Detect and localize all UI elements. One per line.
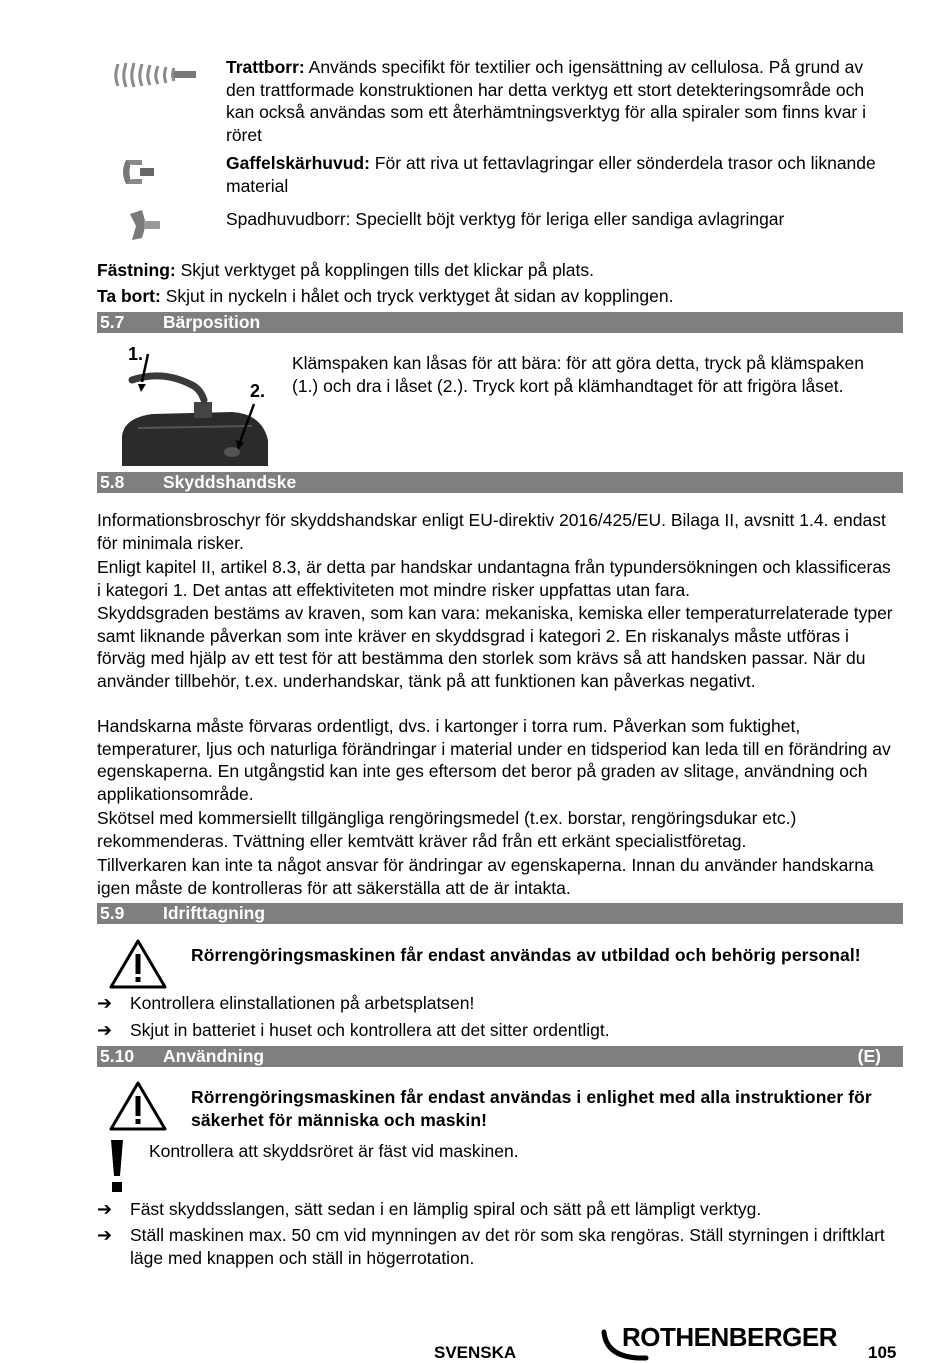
step-text: Kontrollera elinstallationen på arbetsplatsen!: [130, 993, 475, 1013]
exclamation-icon: [108, 1138, 126, 1194]
section-title: Användning: [163, 1046, 265, 1066]
rothenberger-logo: [598, 1322, 850, 1362]
removal-text: Skjut in nyckeln i hålet och tryck verktyget åt sidan av kopplingen.: [160, 286, 674, 306]
tool-funnel-auger: [226, 56, 876, 146]
usage-notice: Kontrollera att skyddsröret är fäst vid maskinen.: [149, 1141, 519, 1161]
step-text: Skjut in batteriet i huset och kontrollera att det sitter ordentligt.: [130, 1020, 610, 1040]
usage-warning: Rörrengöringsmaskinen får endast användas i enlighet med alla instruktioner för säkerhet för människa och maskin!: [191, 1087, 872, 1130]
arrow-right-icon: ➔: [97, 1020, 113, 1040]
glove-paragraph: Tillverkaren kan inte ta något ansvar för ändringar av egenskaperna. Innan du använder handskarna igen måste de kontrolleras för att säkerställa att de är intakta.: [97, 855, 874, 898]
callout-label-1: 1.: [128, 344, 144, 364]
step-text: Fäst skyddsslangen, sätt sedan i en lämplig spiral och sätt på ett lämpligt verktyg.: [130, 1199, 762, 1219]
section-number: 5.9: [100, 903, 125, 923]
section-header-usage: [97, 1046, 903, 1067]
section-header-commissioning: [97, 903, 903, 924]
glove-paragraph: Skötsel med kommersiellt tillgängliga rengöringsmedel (t.ex. borstar, rengöringsdukar etc.) rekommenderas. Tvättning eller kemtvätt kräver råd från ett erkänt specialistföretag.: [97, 808, 797, 851]
removal-instruction: [97, 285, 897, 308]
footer-language: SVENSKA: [434, 1343, 517, 1362]
removal-label: Ta bort:: [97, 286, 161, 306]
callout-label-2: 2.: [250, 381, 266, 401]
tool-fork-cutter: [226, 152, 876, 197]
fastening-text: Skjut verktyget på kopplingen tills det klickar på plats.: [175, 260, 595, 280]
arrow-right-icon: ➔: [97, 1199, 113, 1219]
glove-paragraph: Skyddsgraden bestäms av kraven, som kan vara: mekaniska, kemiska eller temperaturrelaterade typer samt liknande påverkan som inte kräver en skyddsgrad i kategori 2. En riskanalys måste utföras i förväg med hjälp av ett test för att bestämma den storlek som krävs så att handsken passar. När du använder tillbehör, t.ex. underhandskar, tänk på att funktionen kan påverkas negativt.: [97, 603, 893, 691]
tool-spade-head: [226, 208, 876, 231]
section-title: Skyddshandske: [163, 472, 297, 492]
section-title: Bärposition: [163, 312, 261, 332]
warning-triangle-icon: [108, 938, 168, 990]
fork-cutter-icon: [118, 154, 158, 190]
section-title: Idrifttagning: [163, 903, 266, 923]
arrow-right-icon: ➔: [97, 993, 113, 1013]
funnel-auger-icon: [112, 58, 202, 90]
brand-name: ROTHENBERGER: [622, 1322, 838, 1352]
arrow-right-icon: ➔: [97, 1225, 113, 1245]
tool-name: Gaffelskärhuvud:: [226, 153, 370, 173]
carry-position-text: Klämspaken kan låsas för att bära: för att göra detta, tryck på klämspaken (1.) och dra i låset (2.). Tryck kort på klämhandtaget för att frigöra låset.: [292, 353, 864, 396]
tool-name: Trattborr:: [226, 57, 305, 77]
glove-paragraph: Informationsbroschyr för skyddshandskar enligt EU-direktiv 2016/425/EU. Bilaga II, avsnitt 1.4. endast för minimala risker.: [97, 510, 886, 553]
glove-paragraph: Enligt kapitel II, artikel 8.3, är detta par handskar undantagna från typundersökningen och klassificeras i kategori 1. Det antas att effektiviteten mot mindre risker uppfattas utan fara.: [97, 557, 891, 600]
section-number: 5.8: [100, 472, 125, 492]
step-text: Ställ maskinen max. 50 cm vid mynningen av det rör som ska rengöras. Ställ styrningen i driftklart läge med knappen och ställ in högerrotation.: [130, 1225, 885, 1268]
fastening-instruction: [97, 259, 897, 282]
tool-description: För att riva ut fettavlagringar eller sönderdela trasor och liknande material: [226, 153, 876, 196]
warning-triangle-icon: [108, 1080, 168, 1132]
glove-paragraph: Handskarna måste förvaras ordentligt, dvs. i kartonger i torra rum. Påverkan som fuktighet, temperaturer, ljus och naturliga förändringar i material under en tidsperiod kan leda till en förändring av egenskaperna. En utgångstid kan inte ges eftersom det beror på graden av slitage, användning och applikationsområde.: [97, 716, 891, 804]
fastening-label: Fästning:: [97, 260, 176, 280]
section-tag: (E): [857, 1046, 881, 1066]
commissioning-warning: Rörrengöringsmaskinen får endast användas av utbildad och behörig personal!: [191, 945, 861, 965]
tool-description: Används specifikt för textilier och igensättning av cellulosa. På grund av den trattformade konstruktionen har detta verktyg ett stort detekteringsområde och kan också användas som ett återhämtningsverktyg för alla spiraler som finns kvar i röret: [226, 57, 867, 145]
spade-head-icon: [126, 208, 166, 242]
section-header-carry-position: [97, 312, 903, 333]
section-number: 5.7: [100, 312, 125, 332]
page-number: 105: [868, 1343, 897, 1362]
tool-description: Spadhuvudborr: Speciellt böjt verktyg för leriga eller sandiga avlagringar: [226, 209, 785, 229]
section-number: 5.10: [100, 1046, 135, 1066]
section-header-protective-glove: [97, 472, 903, 493]
